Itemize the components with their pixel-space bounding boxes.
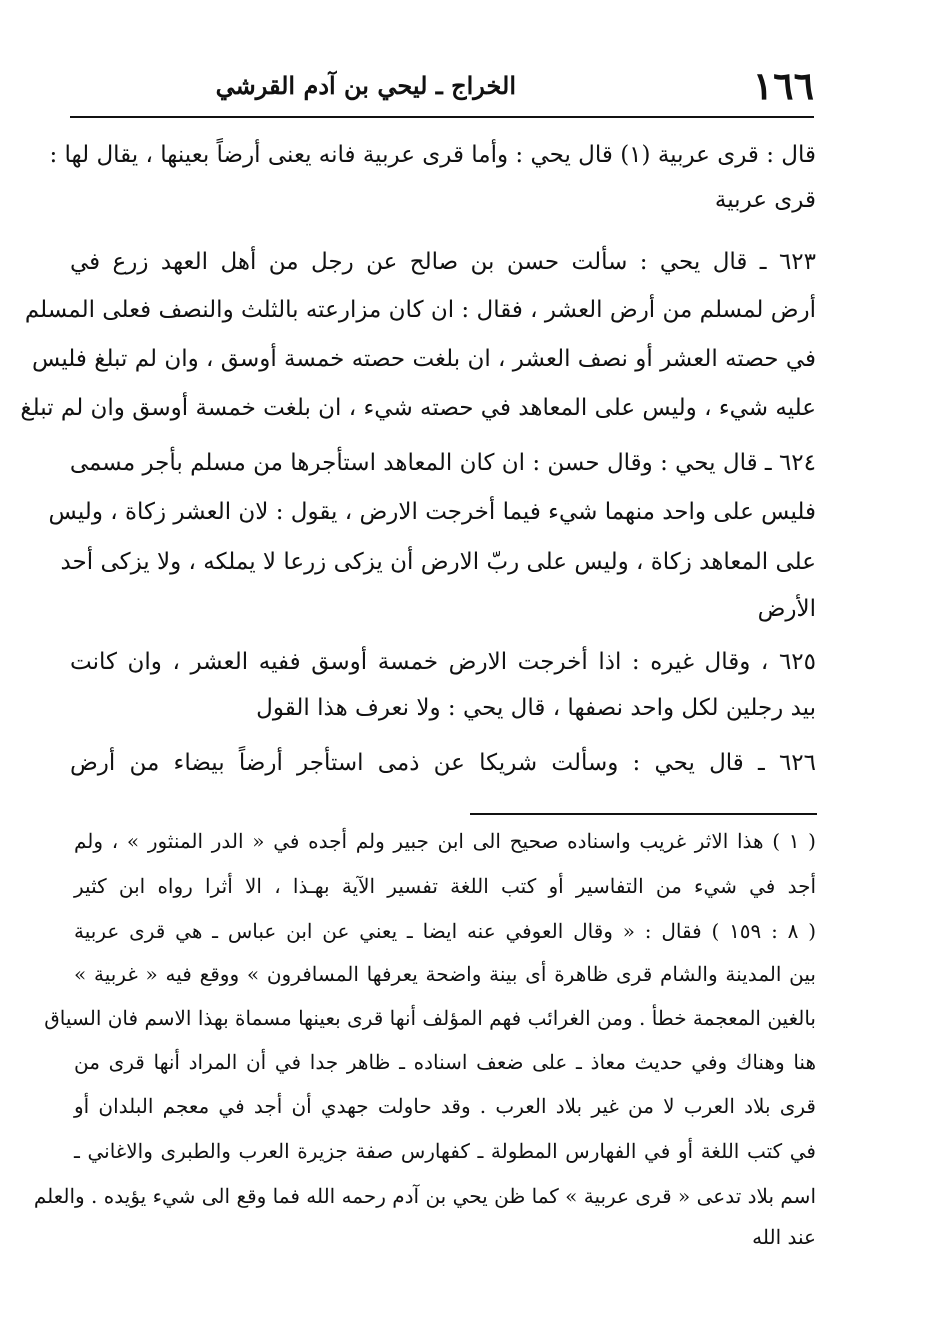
body-line: فليس على واحد منهما شيء فيما أخرجت الارض ، يقول : لان العشر زكاة ، وليس xyxy=(48,499,816,525)
body-line: الأرض xyxy=(757,596,816,622)
body-line: بيد رجلين لكل واحد نصفها ، قال يحي : ولا نعرف هذا القول xyxy=(256,695,816,721)
footnote-line: عند الله xyxy=(752,1225,816,1249)
footnote-line: ( ٨ : ١٥٩ ) فقال : « وقال العوفي عنه ايضا ـ يعني عن ابن عباس ـ هي قرى عربية xyxy=(74,919,816,943)
body-line: أرض لمسلم من أرض العشر ، فقال : ان كان مزارعته بالثلث والنصف فعلى المسلم xyxy=(24,297,816,323)
body-line: في حصته العشر أو نصف العشر ، ان بلغت حصته خمسة أوسق ، وان لم تبلغ فليس xyxy=(32,346,816,372)
body-line: ٦٢٤ ـ قال يحي : وقال حسن : ان كان المعاهد استأجرها من مسلم بأجر مسمى xyxy=(69,450,816,476)
body-line: قال : قرى عربية (١) قال يحي : وأما قرى عربية فانه يعنى أرضاً بعينها ، يقال لها : xyxy=(49,142,816,168)
page-number: ١٦٦ xyxy=(752,63,814,108)
footnote-line: بالغين المعجمة خطأ . ومن الغرائب فهم المؤلف أنها قرى بعينها مسماة بهذا الاسم فان السياق xyxy=(44,1006,816,1030)
footnote-line: أجد في شيء من التفاسير أو كتب اللغة تفسير الآية بهـذا ، الا أثرا رواه ابن كثير xyxy=(74,874,816,898)
footnote-line: هنا وهناك وفي حديث معاذ ـ على ضعف اسناده ـ ظاهر جدا في أن المراد أنها قرى من xyxy=(74,1050,817,1074)
header-rule xyxy=(70,116,814,118)
body-line: ٦٢٥ ، وقال غيره : اذا أخرجت الارض خمسة أوسق ففيه العشر ، وان كانت xyxy=(70,649,816,675)
footnote-line: قرى بلاد العرب لا من غير بلاد العرب . وقد حاولت جهدي أن أجد في معجم البلدان أو xyxy=(74,1094,816,1118)
body-line: ٦٢٦ ـ قال يحي : وسألت شريكا عن ذمى استأجر أرضاً بيضاء من أرض xyxy=(70,750,816,776)
body-line: ٦٢٣ ـ قال يحي : سألت حسن بن صالح عن رجل من أهل العهد زرع في xyxy=(70,249,816,275)
running-title: الخراج ـ ليحي بن آدم القرشي xyxy=(215,71,516,100)
footnote-rule xyxy=(470,813,817,815)
footnote-line: اسم بلاد تدعى « قرى عربية » كما ظن يحي بن آدم رحمه الله فما وقع الى شيء يؤيده . والعلم xyxy=(33,1184,816,1208)
page-header xyxy=(70,63,814,108)
body-line: على المعاهد زكاة ، وليس على ربّ الارض أن يزكى زرعا لا يملكه ، ولا يزكى أحد xyxy=(60,549,816,575)
footnote-line: بين المدينة والشام قرى ظاهرة أى بينة واضحة يعرفها المسافرون » ووقع فيه « غربية » xyxy=(74,962,816,986)
body-line: قرى عربية xyxy=(714,187,816,213)
body-line: عليه شيء ، وليس على المعاهد في حصته شيء ، ان بلغت خمسة أوسق وان لم تبلغ xyxy=(20,395,816,421)
footnote-line: في كتب اللغة أو في الفهارس المطولة ـ كفهارس صفة جزيرة العرب والطبرى والاغاني ـ xyxy=(74,1139,816,1163)
footnote-line: ( ١ ) هذا الاثر غريب واسناده صحيح الى ابن جبير ولم أجده في « الدر المنثور » ، ولم xyxy=(74,829,816,853)
